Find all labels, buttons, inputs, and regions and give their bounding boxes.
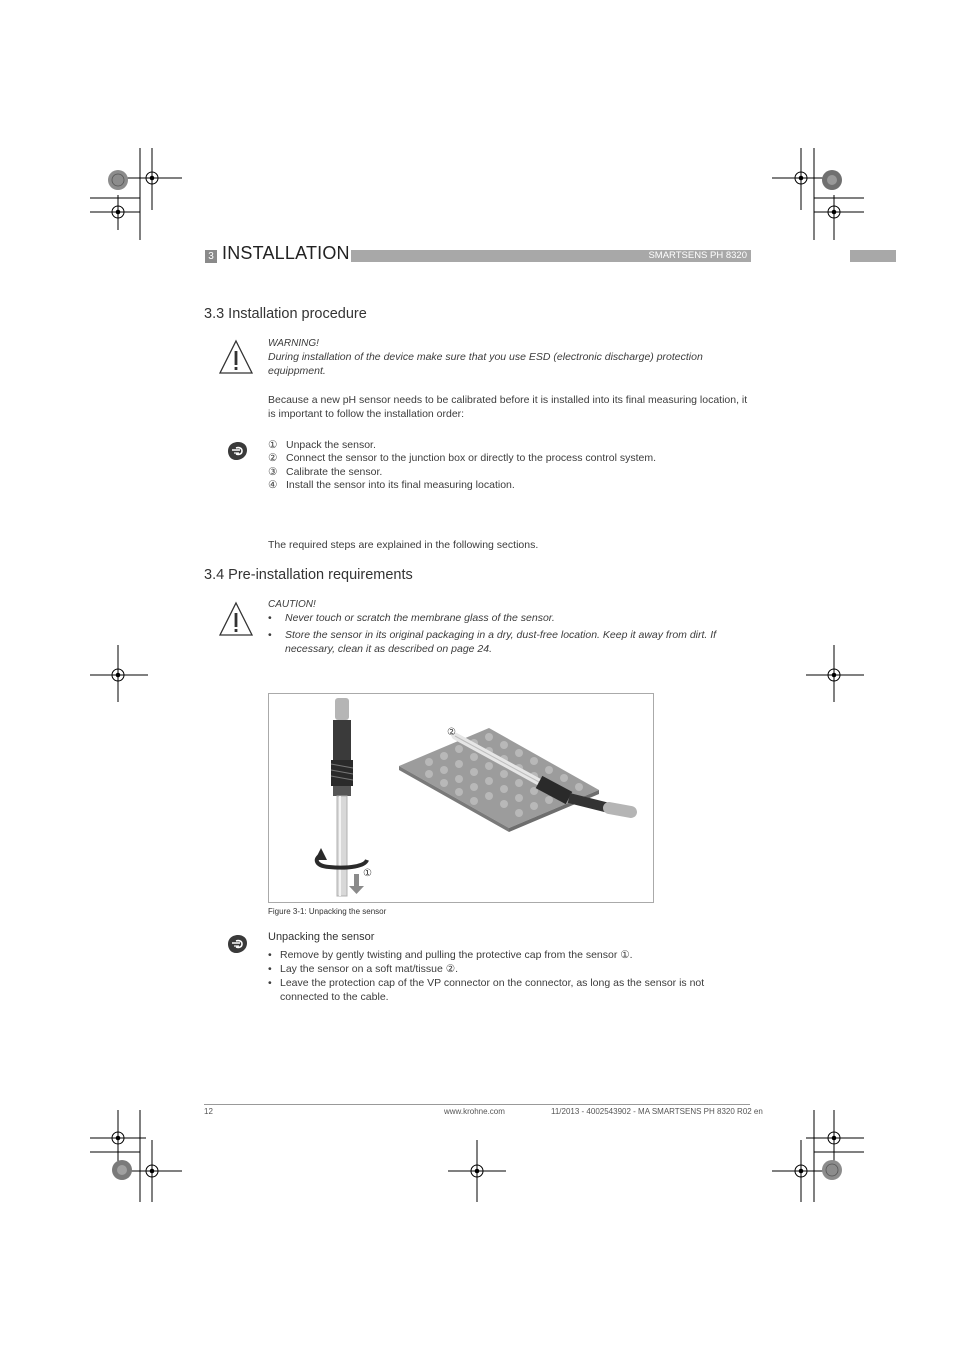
footer-rule — [204, 1104, 750, 1105]
caution-item: • Never touch or scratch the membrane glass of the sensor. — [268, 612, 555, 624]
install-step: ② Connect the sensor to the junction box or directly to the process control system. — [268, 452, 657, 464]
chapter-number-badge: 3 — [205, 250, 217, 263]
product-name: SMARTSENS PH 8320 — [648, 250, 747, 261]
unpack-item: • Lay the sensor on a soft mat/tissue ②. — [268, 963, 459, 975]
figure-callout-1: ① — [363, 868, 372, 879]
section-3-4-heading: 3.4 Pre-installation requirements — [204, 567, 413, 583]
footer-doc-ref: 11/2013 - 4002543902 - MA SMARTSENS PH 8320 R02 en — [551, 1107, 763, 1116]
install-step: ① Unpack the sensor. — [268, 439, 376, 451]
install-step: ③ Calibrate the sensor. — [268, 466, 383, 478]
unpacking-figure — [268, 693, 654, 903]
warning-icon — [218, 339, 254, 375]
caution-icon — [218, 601, 254, 637]
caution-label: CAUTION! — [268, 599, 316, 610]
page-number: 12 — [204, 1107, 213, 1116]
header-bar — [351, 250, 751, 262]
figure-callout-2: ② — [447, 727, 456, 738]
install-step: ④ Install the sensor into its final measuring location. — [268, 479, 515, 491]
warning-text: During installation of the device make sure that you use ESD (electronic discharge) protection equippment. — [268, 351, 703, 377]
hand-pointer-icon — [226, 934, 248, 954]
hand-pointer-icon — [226, 441, 248, 461]
section-3-3-heading: 3.3 Installation procedure — [204, 306, 367, 322]
installation-intro: Because a new pH sensor needs to be calibrated before it is installed into its final measuring location, it is important to follow the installation order: — [268, 394, 748, 420]
figure-caption: Figure 3-1: Unpacking the sensor — [268, 907, 387, 916]
unpack-item: • Leave the protection cap of the VP connector on the connector, as long as the sensor is not connected to the cable. — [268, 977, 705, 1003]
footer-url: www.krohne.com — [444, 1107, 505, 1116]
installation-outro: The required steps are explained in the following sections. — [268, 539, 539, 551]
unpacking-heading: Unpacking the sensor — [268, 931, 375, 943]
caution-item: • Store the sensor in its original packaging in a dry, dust-free location. Keep it away from dirt. If necessary, clean it as described on page 24. — [268, 629, 717, 655]
unpack-item: • Remove by gently twisting and pulling the protective cap from the sensor ①. — [268, 949, 633, 961]
header-bar-right — [850, 250, 896, 262]
chapter-title: INSTALLATION — [222, 243, 350, 263]
sensor-illustration — [269, 694, 653, 902]
warning-label: WARNING! — [268, 338, 319, 349]
